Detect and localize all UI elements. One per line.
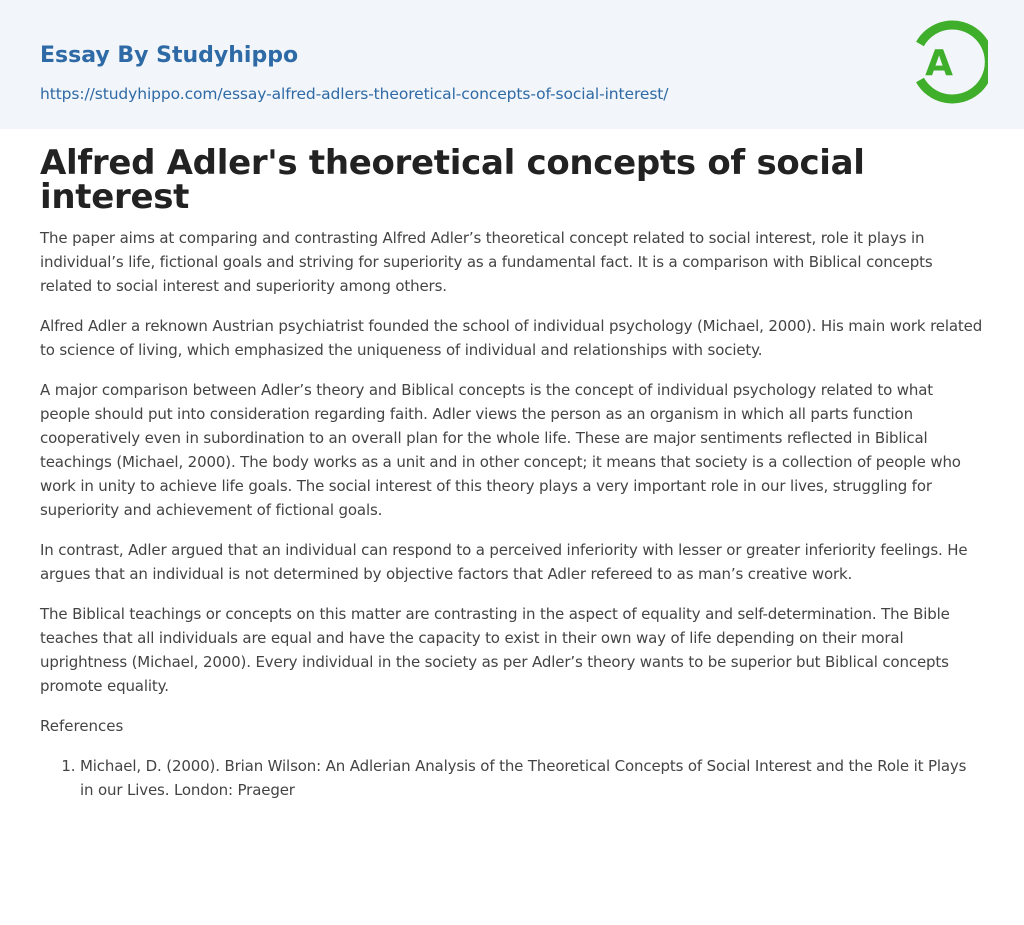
essay-url-link[interactable]: https://studyhippo.com/essay-alfred-adlers-theoretical-concepts-of-social-interest/	[40, 85, 669, 103]
studyhippo-logo-icon[interactable]	[912, 18, 988, 106]
essay-paragraph-5: The Biblical teachings or concepts on this matter are contrasting in the aspect of equality and self-determination. The Bible teaches that all individuals are equal and have the capacity to exist in their own way of life depending on their moral uprightness (Michael, 2000). Every individual in the society as per Adler’s theory wants to be superior but Biblical concepts promote equality.	[40, 605, 950, 695]
site-title: Essay By Studyhippo	[40, 43, 299, 68]
essay-content	[40, 143, 984, 802]
site-header	[0, 0, 1024, 129]
reference-item: 1. Michael, D. (2000). Brian Wilson: An Adlerian Analysis of the Theoretical Concepts of Social Interest and the Role it Plays in our Lives. London: Praeger	[80, 754, 984, 802]
essay-title: Alfred Adler's theoretical concepts of social interest	[40, 143, 865, 217]
essay-paragraph-2: Alfred Adler a reknown Austrian psychiatrist founded the school of individual psychology (Michael, 2000). His main work related to science of living, which emphasized the uniqueness of individual and relationships with society.	[40, 317, 983, 359]
logo-graphic	[912, 18, 988, 106]
references-list	[40, 754, 984, 802]
essay-paragraph-3: A major comparison between Adler’s theory and Biblical concepts is the concept of individual psychology related to what people should put into consideration regarding faith. Adler views the person as an organism in which all parts function cooperatively even in subordination to an overall plan for the whole life. These are major sentiments reflected in Biblical teachings (Michael, 2000). The body works as a unit and in other concept; it means that society is a collection of people who work in unity to achieve life goals. The social interest of this theory plays a very important role in our lives, struggling for superiority and achievement of fictional goals.	[40, 381, 961, 519]
essay-paragraph-1: The paper aims at comparing and contrasting Alfred Adler’s theoretical concept related to social interest, role it plays in individual’s life, fictional goals and striving for superiority as a fundamental fact. It is a comparison with Biblical concepts related to social interest and superiority among others.	[40, 229, 933, 295]
references-heading: References	[40, 717, 124, 735]
essay-paragraph-4: In contrast, Adler argued that an individual can respond to a perceived inferiority with lesser or greater inferiority feelings. He argues that an individual is not determined by objective factors that Adler refereed to as man’s creative work.	[40, 541, 968, 583]
logo-letter: A	[925, 43, 953, 84]
